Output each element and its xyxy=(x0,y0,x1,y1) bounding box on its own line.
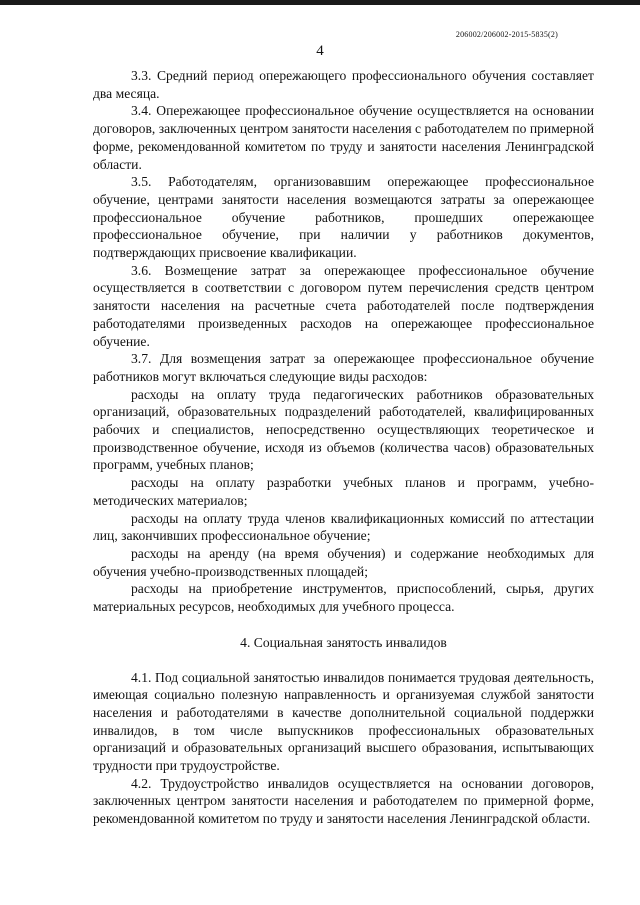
expense-item-programs: расходы на оплату разработки учебных планов и программ, учебно-методических материалов; xyxy=(93,475,594,508)
paragraph-3-6: 3.6. Возмещение затрат за опережающее профессиональное обучение осуществляется в соответствии с договором путем перечисления средств центром занятости населения на расчетные счета работодателей после подтверждения работодателями произведенных расходов на опережающее профессиональное обучение. xyxy=(93,262,594,349)
expense-item-commissions: расходы на оплату труда членов квалификационных комиссий по аттестации лиц, закончивших профессиональное обучение; xyxy=(93,510,594,544)
top-border-line xyxy=(0,0,640,5)
paragraph-3-4: 3.4. Опережающее профессиональное обучение осуществляется на основании договоров, заключенных центром занятости населения с работодателем по примерной форме, рекомендованной комитетом по труду и занятости населения Ленинградской области. xyxy=(93,103,594,172)
paragraph-4-2: 4.2. Трудоустройство инвалидов осуществляется на основании договоров, заключенных центром занятости населения и работодателем по примерной форме, рекомендованной комитетом по труду и занятости населения Ленинградской области. xyxy=(93,775,594,827)
document-number: 206002/206002-2015-5835(2) xyxy=(455,30,558,39)
expense-item-materials: расходы на приобретение инструментов, приспособлений, сырья, других материальных ресурсов, необходимых для учебного процесса. xyxy=(93,581,594,615)
paragraph-3-7: 3.7. Для возмещения затрат за опережающее профессиональное обучение работников могут включаться следующие виды расходов: xyxy=(93,351,594,384)
paragraph-4-1: 4.1. Под социальной занятостью инвалидов понимается трудовая деятельность, имеющая социально полезную направленность и организуемая службой занятости населения и работодателями в качестве дополнительной социальной поддержки инвалидов, в том числе выпускников профессиональных образовательных организаций и образовательных организаций высшего образования, испытывающих трудности при трудоустройстве. xyxy=(93,669,594,774)
section-heading: 4. Социальная занятость инвалидов xyxy=(240,634,447,650)
paragraph-3-5: 3.5. Работодателям, организовавшим опережающее профессиональное обучение, центрами занятости населения возмещаются затраты за опережающее профессиональное обучение работников, прошедших опережающее профессиональное обучение, при наличии у работников документов, подтверждающих присвоение квалификации. xyxy=(93,174,594,261)
paragraph-3-3: 3.3. Средний период опережающего профессионального обучения составляет два месяца. xyxy=(93,68,594,101)
page-number: 4 xyxy=(316,43,324,59)
expense-item-rent: расходы на аренду (на время обучения) и содержание необходимых для обучения учебно-производственных площадей; xyxy=(93,545,594,579)
document-body xyxy=(93,67,594,828)
expense-item-teachers: расходы на оплату труда педагогических работников образовательных организаций, образовательных подразделений работодателей, квалифицированных рабочих и специалистов, непосредственно осуществляющих теоретическое и производственное обучение, исходя из объемов (количества часов) образовательных программ, учебных планов; xyxy=(93,386,594,473)
